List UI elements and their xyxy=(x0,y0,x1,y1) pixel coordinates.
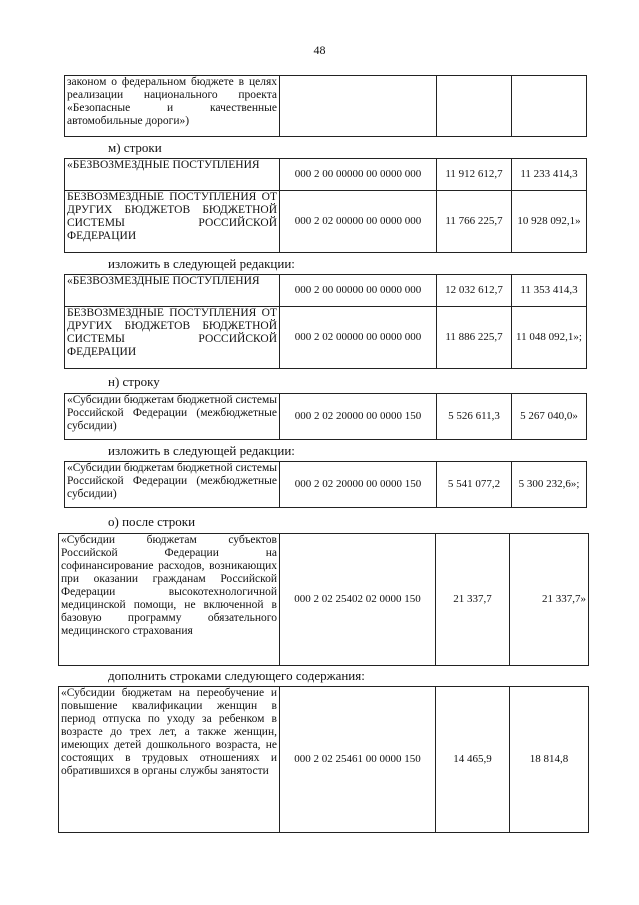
row-code: 000 2 02 00000 00 0000 000 xyxy=(280,191,437,253)
table-row xyxy=(65,275,587,307)
section-label-o2: дополнить строками следующего содержания: xyxy=(108,668,365,683)
row-value-2: 10 928 092,1» xyxy=(512,191,587,253)
row-code: 000 2 02 25402 02 0000 150 xyxy=(280,534,436,666)
table-row xyxy=(65,462,587,508)
row-value-2 xyxy=(512,76,587,137)
row-value-1: 21 337,7 xyxy=(436,534,510,666)
row-name: БЕЗВОЗМЕЗДНЫЕ ПОСТУПЛЕНИЯ ОТ ДРУГИХ БЮДЖЕТОВ БЮДЖЕТНОЙ СИСТЕМЫ РОССИЙСКОЙ ФЕДЕРАЦИИ xyxy=(65,191,280,253)
row-value-1: 11 766 225,7 xyxy=(437,191,512,253)
table-n2 xyxy=(64,461,587,508)
table-row xyxy=(65,76,587,137)
row-value-2: 5 267 040,0» xyxy=(512,394,587,440)
row-value-1: 14 465,9 xyxy=(436,687,510,833)
row-code: 000 2 00 00000 00 0000 000 xyxy=(280,275,437,307)
table-n xyxy=(64,393,587,440)
row-name: «Субсидии бюджетам бюджетной системы Российской Федерации (межбюджетные субсидии) xyxy=(65,394,280,440)
row-code: 000 2 00 00000 00 0000 000 xyxy=(280,159,437,191)
row-value-2: 5 300 232,6»; xyxy=(512,462,587,508)
page-number: 48 xyxy=(313,43,326,57)
row-code: 000 2 02 20000 00 0000 150 xyxy=(280,394,437,440)
table-row xyxy=(65,191,587,253)
table-o xyxy=(58,533,589,666)
row-value-2: 21 337,7» xyxy=(510,534,589,666)
row-name: «Субсидии бюджетам субъектов Российской Федерации на софинансирование расходов, возникающих при оказании гражданам Российской Федерации высокотехнологичной медицинской помощи, не включенной в базовую программу обязательного медицинского страхования xyxy=(59,534,280,666)
row-value-2: 11 048 092,1»; xyxy=(512,307,587,369)
row-value-1: 11 912 612,7 xyxy=(437,159,512,191)
row-name: законом о федеральном бюджете в целях реализации национального проекта «Безопасные и качественные автомобильные дороги») xyxy=(65,76,280,137)
table-row xyxy=(59,687,589,833)
row-code xyxy=(280,76,437,137)
row-value-1: 11 886 225,7 xyxy=(437,307,512,369)
table-row xyxy=(65,394,587,440)
row-name: «Субсидии бюджетам на переобучение и повышение квалификации женщин в период отпуска по уходу за ребенком в возрасте до трех лет, а также женщин, имеющих детей дошкольного возраста, не состоящих в трудовых отношениях и обратившихся в органы службы занятости xyxy=(59,687,280,833)
section-label-n: н) строку xyxy=(108,374,160,389)
row-code: 000 2 02 00000 00 0000 000 xyxy=(280,307,437,369)
table-o2 xyxy=(58,686,589,833)
section-label-n2: изложить в следующей редакции: xyxy=(108,443,295,458)
row-value-1: 12 032 612,7 xyxy=(437,275,512,307)
table-m xyxy=(64,158,587,253)
row-value-1 xyxy=(437,76,512,137)
row-name: «Субсидии бюджетам бюджетной системы Российской Федерации (межбюджетные субсидии) xyxy=(65,462,280,508)
table-row xyxy=(65,307,587,369)
section-label-m: м) строки xyxy=(108,140,162,155)
table-row xyxy=(59,534,589,666)
row-code: 000 2 02 25461 00 0000 150 xyxy=(280,687,436,833)
table-continuation xyxy=(64,75,587,137)
row-name: «БЕЗВОЗМЕЗДНЫЕ ПОСТУПЛЕНИЯ xyxy=(65,159,280,191)
row-value-2: 11 353 414,3 xyxy=(512,275,587,307)
row-code: 000 2 02 20000 00 0000 150 xyxy=(280,462,437,508)
section-label-o: о) после строки xyxy=(108,514,196,529)
row-value-1: 5 526 611,3 xyxy=(437,394,512,440)
row-value-2: 18 814,8 xyxy=(510,687,589,833)
row-name: «БЕЗВОЗМЕЗДНЫЕ ПОСТУПЛЕНИЯ xyxy=(65,275,280,307)
table-m2 xyxy=(64,274,587,369)
row-name: БЕЗВОЗМЕЗДНЫЕ ПОСТУПЛЕНИЯ ОТ ДРУГИХ БЮДЖЕТОВ БЮДЖЕТНОЙ СИСТЕМЫ РОССИЙСКОЙ ФЕДЕРАЦИИ xyxy=(65,307,280,369)
row-value-1: 5 541 077,2 xyxy=(437,462,512,508)
table-row xyxy=(65,159,587,191)
section-label-m2: изложить в следующей редакции: xyxy=(108,256,295,271)
row-value-2: 11 233 414,3 xyxy=(512,159,587,191)
